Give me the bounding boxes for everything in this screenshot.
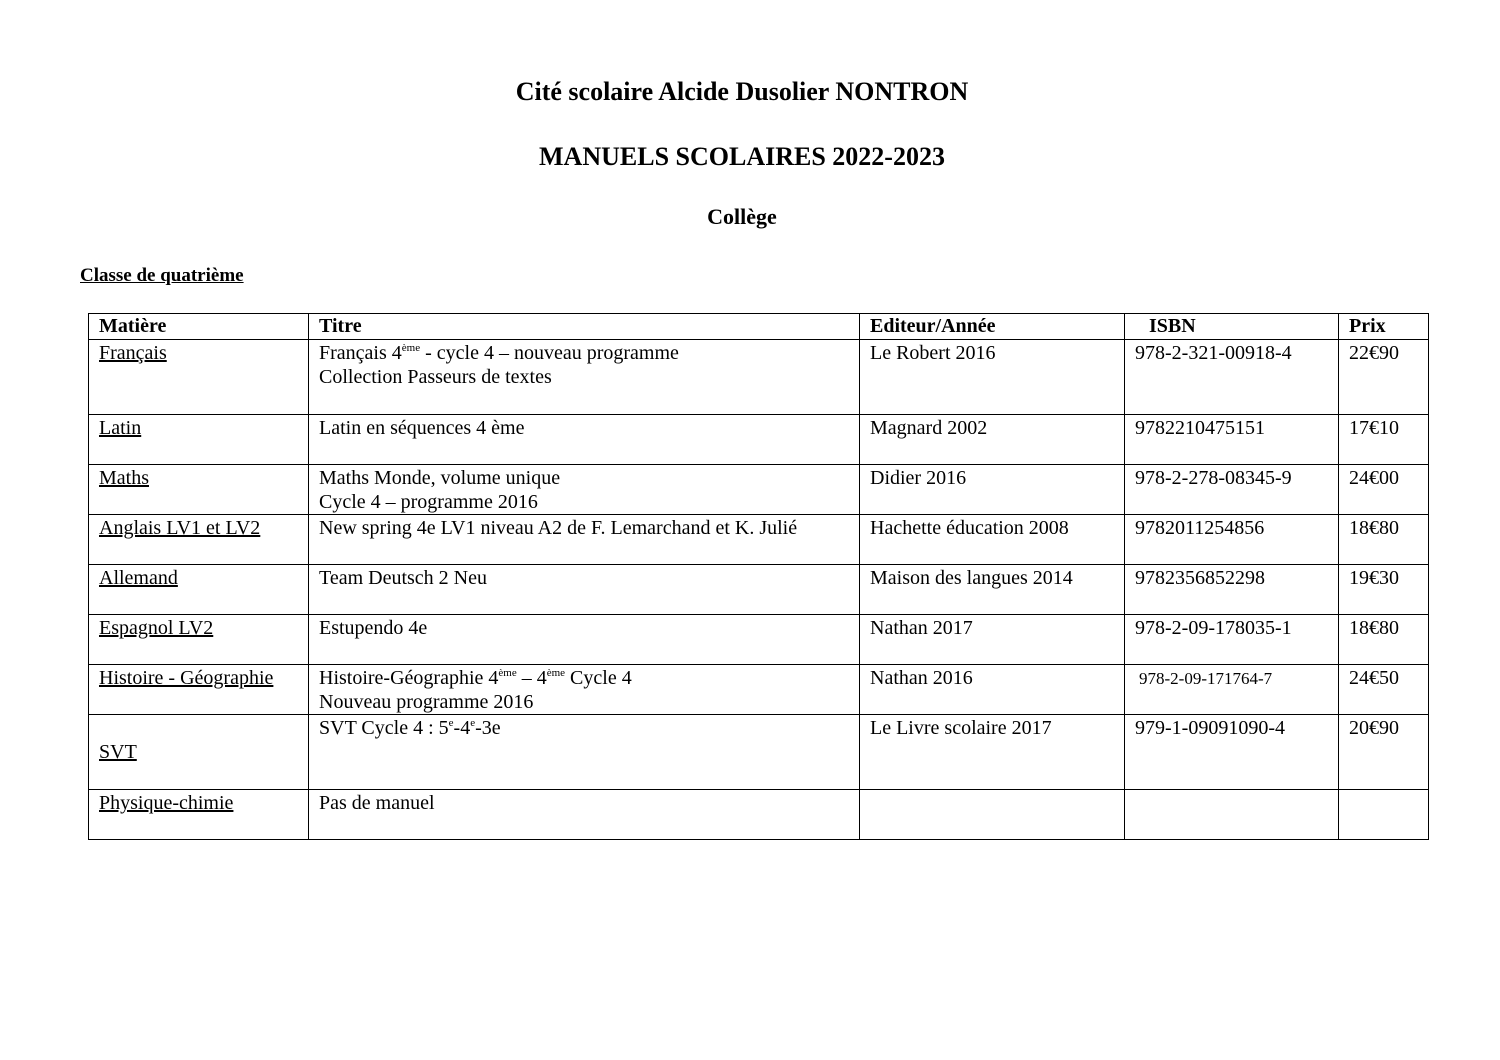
isbn-cell [1125,665,1339,715]
title-cell [309,715,860,790]
subject-cell: Maths [99,467,149,489]
publisher-cell: Le Livre scolaire 2017 [860,715,1125,790]
price-cell: 24€50 [1339,665,1429,715]
title-cell [309,565,860,615]
title-line2: Cycle 4 – programme 2016 [319,491,538,513]
title-text: Pas de manuel [319,792,435,814]
title-text: -4 [453,717,471,739]
title-superscript: e [470,717,476,729]
publisher-cell: Magnard 2002 [860,415,1125,465]
title-cell [309,665,860,715]
title-cell [309,790,860,840]
title-cell [309,615,860,665]
publisher-cell: Nathan 2016 [860,665,1125,715]
isbn-cell: 978-2-321-00918-4 [1125,340,1339,415]
subject-cell: Français [99,342,167,364]
isbn-cell: 978-2-09-178035-1 [1125,615,1339,665]
table-row [89,790,1429,840]
subject-cell: SVT [99,741,137,763]
isbn-cell: 978-2-278-08345-9 [1125,465,1339,515]
table-row [89,340,1429,415]
publisher-cell [860,790,1125,840]
table-row [89,715,1429,790]
title-text: Maths Monde, volume unique [319,467,561,489]
document-title: MANUELS SCOLAIRES 2022-2023 [539,142,945,171]
price-cell: 18€80 [1339,515,1429,565]
table-row [89,565,1429,615]
publisher-cell: Didier 2016 [860,465,1125,515]
isbn-cell: 979-1-09091090-4 [1125,715,1339,790]
title-text: – 4 [516,667,547,689]
price-cell: 20€90 [1339,715,1429,790]
title-text: SVT Cycle 4 : 5 [319,717,449,739]
price-cell: 22€90 [1339,340,1429,415]
title-cell [309,465,860,515]
price-cell: 17€10 [1339,415,1429,465]
subject-cell: Latin [99,417,142,439]
title-text: Estupendo 4e [319,617,428,639]
column-header-title: Titre [309,314,860,340]
title-text: Français 4 [319,342,402,364]
isbn-cell [1125,790,1339,840]
isbn-text: 978-2-09-171764-7 [1139,669,1273,688]
price-cell: 19€30 [1339,565,1429,615]
subject-cell: Histoire - Géographie [99,667,274,689]
title-text: - cycle 4 – nouveau programme [420,342,679,364]
price-cell [1339,790,1429,840]
publisher-cell: Hachette éducation 2008 [860,515,1125,565]
price-cell: 24€00 [1339,465,1429,515]
title-text: -3e [475,717,501,739]
title-text: Latin en séquences 4 ème [319,417,525,439]
column-header-publisher: Editeur/Année [860,314,1125,340]
publisher-cell: Nathan 2017 [860,615,1125,665]
isbn-cell: 9782356852298 [1125,565,1339,615]
subject-cell: Physique-chimie [99,792,234,814]
isbn-cell: 9782210475151 [1125,415,1339,465]
publisher-cell: Maison des langues 2014 [860,565,1125,615]
title-superscript: ème [498,667,517,679]
column-header-price: Prix [1339,314,1429,340]
subject-cell: Espagnol LV2 [99,617,214,639]
title-line2: Collection Passeurs de textes [319,366,552,388]
title-cell [309,415,860,465]
subject-cell: Anglais LV1 et LV2 [99,517,261,539]
table-row [89,415,1429,465]
school-name: Cité scolaire Alcide Dusolier NONTRON [515,77,969,106]
title-cell [309,340,860,415]
table-row [89,465,1429,515]
isbn-cell: 9782011254856 [1125,515,1339,565]
table-row [89,615,1429,665]
title-superscript: ème [401,342,421,354]
textbook-table [88,313,1429,840]
title-cell [309,515,860,565]
column-header-subject: Matière [89,314,309,340]
title-text: New spring 4e LV1 niveau A2 de F. Lemarchand et K. Julié [319,517,798,539]
subject-cell: Allemand [99,567,178,589]
class-heading: Classe de quatrième [80,265,244,286]
title-line2: Nouveau programme 2016 [319,691,534,713]
table-header-row [89,314,1429,340]
publisher-cell: Le Robert 2016 [860,340,1125,415]
title-superscript: ème [546,667,566,679]
price-cell: 18€80 [1339,615,1429,665]
title-text: Cycle 4 [565,667,632,689]
title-text: Team Deutsch 2 Neu [319,567,487,589]
table-row [89,665,1429,715]
title-superscript: e [448,717,454,729]
level-heading: Collège [707,204,777,229]
title-text: Histoire-Géographie 4 [319,667,499,689]
table-row [89,515,1429,565]
column-header-isbn: ISBN [1125,314,1339,340]
